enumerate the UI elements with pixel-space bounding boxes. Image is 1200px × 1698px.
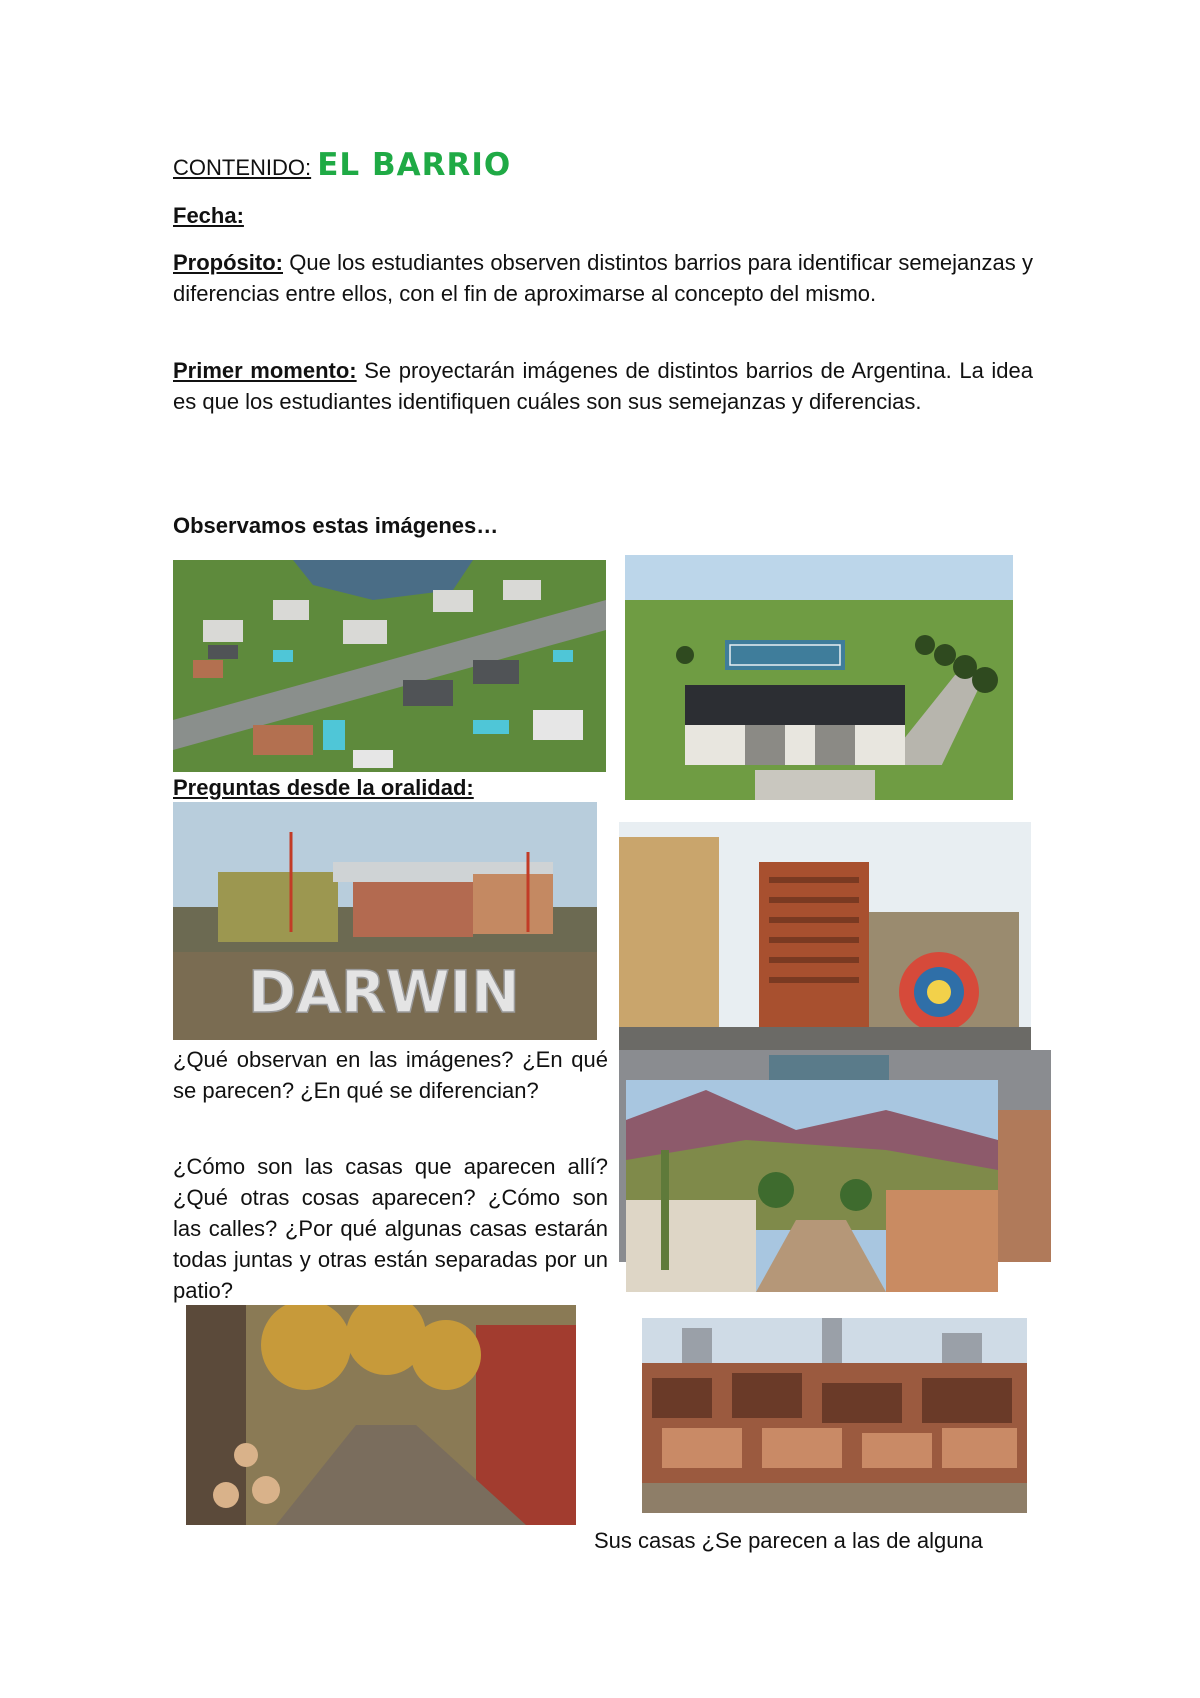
photo-gated-entrance <box>625 555 1013 800</box>
proposito-paragraph <box>173 247 1033 309</box>
primer-momento-text: Se proyectarán imágenes de distintos barrios de Argentina. La idea es que los estudiantes identifiquen cuáles son sus semejanzas y diferencias. <box>173 358 1033 414</box>
proposito-label: Propósito: <box>173 250 283 275</box>
fecha-label: Fecha: <box>173 203 244 228</box>
photo-darwin-town <box>173 802 597 1040</box>
primer-momento-label: Primer momento: <box>173 358 357 383</box>
question-1: ¿Qué observan en las imágenes? ¿En qué se parecen? ¿En qué se diferencian? <box>173 1047 608 1103</box>
page-title: EL BARRIO <box>317 147 512 183</box>
content-header <box>173 147 512 183</box>
primer-momento-paragraph <box>173 355 1033 417</box>
photo-aerial-country-neighborhood <box>173 560 606 772</box>
footer-question: Sus casas ¿Se parecen a las de alguna <box>594 1528 983 1553</box>
photo-city-apartments <box>619 822 1031 1054</box>
photo-cobblestone-street <box>186 1305 576 1525</box>
proposito-text: Que los estudiantes observen distintos barrios para identificar semejanzas y diferencias entre ellos, con el fin de aproximarse al concepto del mismo. <box>173 250 1033 306</box>
preguntas-heading: Preguntas desde la oralidad: <box>173 775 474 800</box>
darwin-sign-text: DARWIN <box>248 958 520 1026</box>
photo-informal-settlement <box>642 1318 1027 1513</box>
question-2: ¿Cómo son las casas que aparecen allí? ¿Qué otras cosas aparecen? ¿Cómo son las calles? ¿Por qué algunas casas estarán todas juntas y otras están separadas por un patio? <box>173 1154 608 1303</box>
content-label: CONTENIDO: <box>173 155 312 180</box>
photo-mountain-village <box>626 1080 998 1292</box>
observamos-heading: Observamos estas imágenes… <box>173 513 499 538</box>
